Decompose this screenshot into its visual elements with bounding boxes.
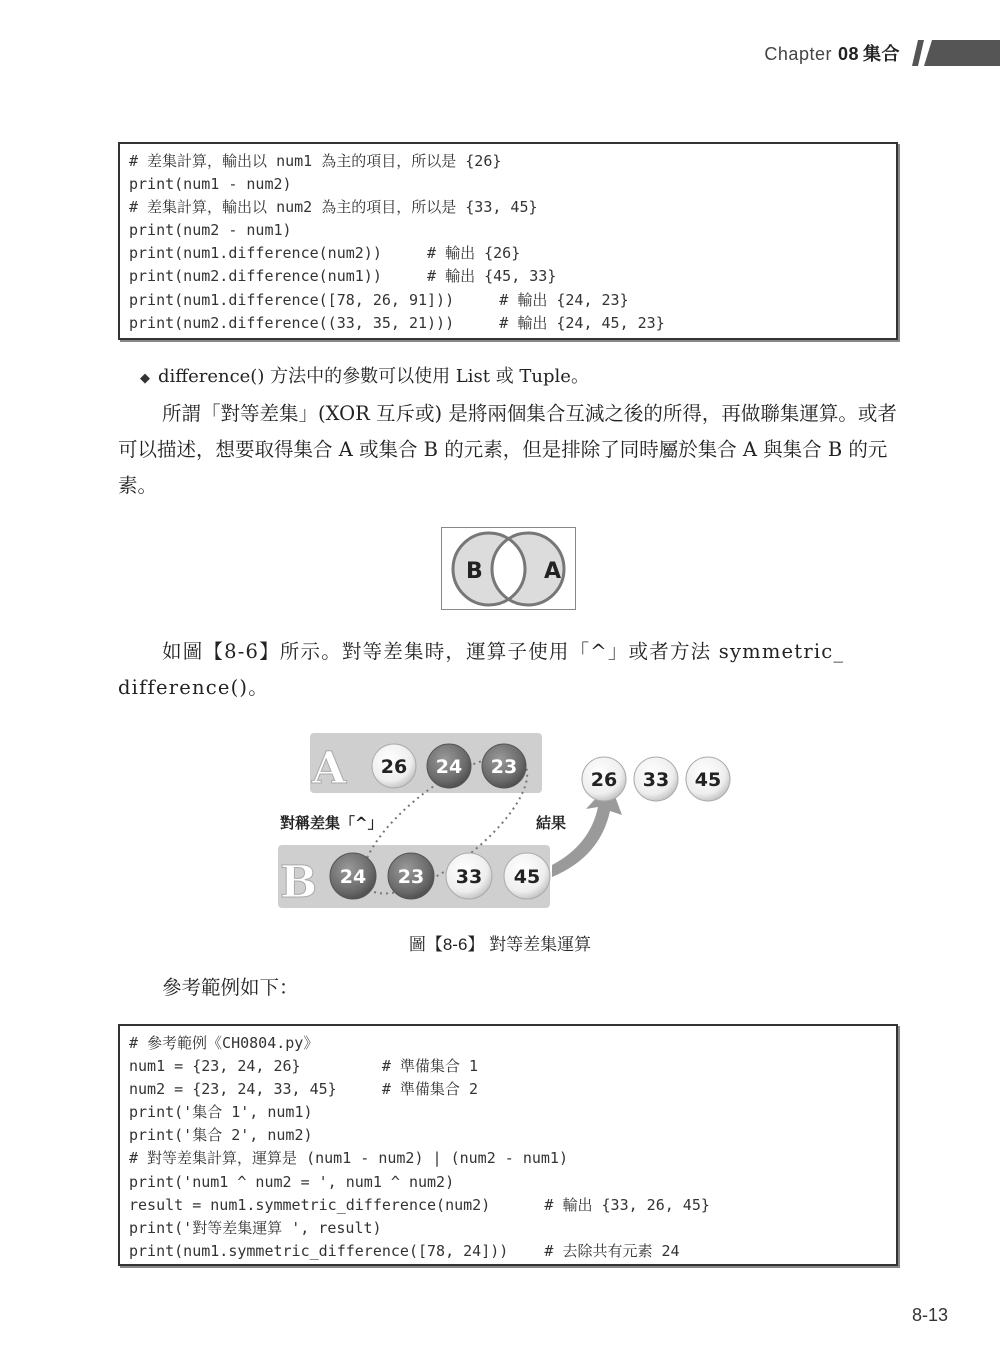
code-line: num1 = {23, 24, 26} # 準備集合 1 <box>129 1057 478 1076</box>
code-line: print(num2.difference((33, 35, 21))) # 輸出 {24, 45, 23} <box>129 313 665 332</box>
result-item-value: 26 <box>590 769 618 791</box>
chapter-number: 08 <box>837 44 859 64</box>
paragraph-xor-intro: 所謂「對等差集」(XOR 互斥或) 是將兩個集合互減之後的所得，再做聯集運算。或者可以描述，想要取得集合 A 或集合 B 的元素，但是排除了同時屬於集合 A 與集合 B 的元素。 <box>118 402 897 497</box>
set-a-item-value: 23 <box>490 756 518 778</box>
chapter-word: Chapter <box>764 44 832 64</box>
set-b-item-value: 45 <box>513 866 541 888</box>
venn-label-b: B <box>466 559 483 584</box>
code-block-difference <box>118 142 898 340</box>
code-line: print(num1 - num2) <box>129 175 292 194</box>
bullet-icon: ◆ <box>140 371 150 386</box>
code-line: print(num2 - num1) <box>129 221 292 240</box>
code-line: result = num1.symmetric_difference(num2) # 輸出 {33, 26, 45} <box>129 1195 710 1214</box>
set-a-item-value: 24 <box>435 756 463 778</box>
set-a-item-value: 26 <box>380 756 408 778</box>
figure-caption: 圖【8-6】 對等差集運算 <box>408 935 592 954</box>
bullet-text: difference() 方法中的參數可以使用 List 或 Tuple。 <box>158 366 589 387</box>
operation-label: 對稱差集「^」 <box>280 814 383 832</box>
code-line: # 差集計算，輸出以 num2 為主的項目，所以是 {33, 45} <box>129 198 538 217</box>
set-a-letter: A <box>312 743 347 794</box>
paragraph-example-intro: 參考範例如下： <box>162 976 299 999</box>
code-line: print(num1.difference([78, 26, 91])) # 輸出 {24, 23} <box>129 290 629 309</box>
page-number: 8-13 <box>911 1305 948 1325</box>
code-line: # 對等差集計算，運算是 (num1 - num2) | (num2 - num1) <box>129 1149 568 1168</box>
result-item-value: 45 <box>694 769 722 791</box>
venn-label-a: A <box>544 559 562 584</box>
code-line: print('num1 ^ num2 = ', num1 ^ num2) <box>129 1172 455 1191</box>
set-b-item-value: 33 <box>455 866 483 888</box>
chapter-header <box>700 40 900 66</box>
result-item-value: 33 <box>642 769 670 791</box>
bullet-note <box>140 362 589 388</box>
code-line: # 參考範例《CH0804.py》 <box>129 1034 319 1052</box>
code-block-example <box>118 1024 898 1266</box>
code-line: print(num1.symmetric_difference([78, 24])) # 去除共有元素 24 <box>129 1241 680 1260</box>
code-line: print(num2.difference(num1)) # 輸出 {45, 33} <box>129 267 557 286</box>
code-line: print('集合 1', num1) <box>129 1103 313 1122</box>
paragraph-operator: 如圖【8-6】所示。對等差集時，運算子使用「^」或者方法 symmetric_ difference()。 <box>118 640 845 699</box>
set-b-item-value: 23 <box>397 866 425 888</box>
chapter-title: 集合 <box>863 44 900 64</box>
code-line: num2 = {23, 24, 33, 45} # 準備集合 2 <box>129 1080 478 1099</box>
code-line: print('集合 2', num2) <box>129 1126 313 1145</box>
chapter-tab-decoration <box>902 38 1000 68</box>
set-b-item-value: 24 <box>339 866 367 888</box>
code-line: # 差集計算，輸出以 num1 為主的項目，所以是 {26} <box>129 152 502 170</box>
venn-diagram <box>441 527 576 610</box>
code-line: print('對等差集運算 ', result) <box>129 1218 382 1237</box>
result-label: 結果 <box>536 814 567 832</box>
figure-symmetric-difference <box>270 725 740 915</box>
set-b-letter: B <box>280 857 318 908</box>
code-line: print(num1.difference(num2)) # 輸出 {26} <box>129 244 521 263</box>
